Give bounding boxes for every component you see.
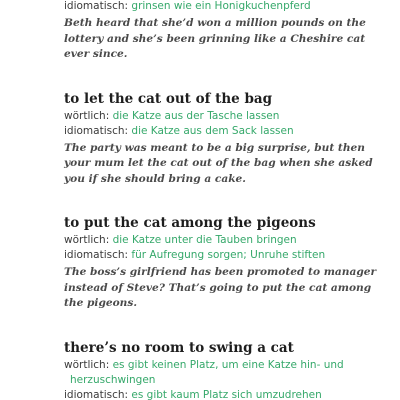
spacer — [64, 63, 394, 90]
woertlich-value: die Katze unter die Tauben bringen — [112, 234, 297, 246]
example-sentence: The boss’s girlfriend has been promoted to manager instead of Steve? That’s going to put the cat among the pigeons. — [64, 266, 377, 309]
idiomatisch-line — [64, 388, 394, 400]
idiomatisch-label: idiomatisch: — [64, 124, 129, 137]
woertlich-line — [64, 109, 394, 124]
woertlich-line — [64, 358, 394, 388]
idiomatisch-value: es gibt kaum Platz sich umzudrehen — [131, 388, 322, 400]
idiom-entry-cat-out-of-bag — [64, 90, 394, 188]
spacer — [64, 312, 394, 339]
woertlich-label: wörtlich: — [64, 234, 110, 246]
idiomatisch-line — [64, 248, 394, 263]
idiomatisch-line — [64, 124, 394, 139]
woertlich-label: wörtlich: — [64, 109, 110, 122]
idiom-entry-cheshire-cat — [64, 0, 394, 63]
example-sentence: The party was meant to be a big surprise, but then your mum let the cat out of the bag when she asked you if she should bring a cake. — [64, 141, 373, 185]
woertlich-line — [64, 233, 394, 248]
idiom-term: there’s no room to swing a cat — [64, 339, 294, 356]
woertlich-value: die Katze aus der Tasche lassen — [112, 109, 280, 122]
idiomatisch-label: idiomatisch: — [64, 249, 129, 261]
idiomatisch-label: idiomatisch: — [64, 388, 129, 400]
idiom-term: to put the cat among the pigeons — [64, 215, 316, 231]
idiomatisch-value: grinsen wie ein Honigkuchenpferd — [131, 0, 311, 12]
spacer — [64, 187, 394, 214]
idiomatisch-value: für Aufregung sorgen; Unruhe stiften — [131, 249, 326, 261]
idiom-entry-no-room-swing-cat — [64, 339, 394, 400]
idiomatisch-line — [64, 0, 394, 14]
idiomatisch-value: die Katze aus dem Sack lassen — [131, 124, 294, 137]
idiom-entry-cat-among-pigeons — [64, 214, 394, 312]
example-sentence: Beth heard that she’d won a million pounds on the lottery and she’s been grinning like a Cheshire cat ever since. — [64, 17, 366, 60]
idiom-term: to let the cat out of the bag — [64, 90, 273, 107]
woertlich-value: es gibt keinen Platz, um eine Katze hin- und herzuschwingen — [70, 358, 344, 386]
idiom-page — [64, 0, 394, 400]
idiomatisch-label: idiomatisch: — [64, 0, 129, 12]
woertlich-label: wörtlich: — [64, 358, 110, 371]
